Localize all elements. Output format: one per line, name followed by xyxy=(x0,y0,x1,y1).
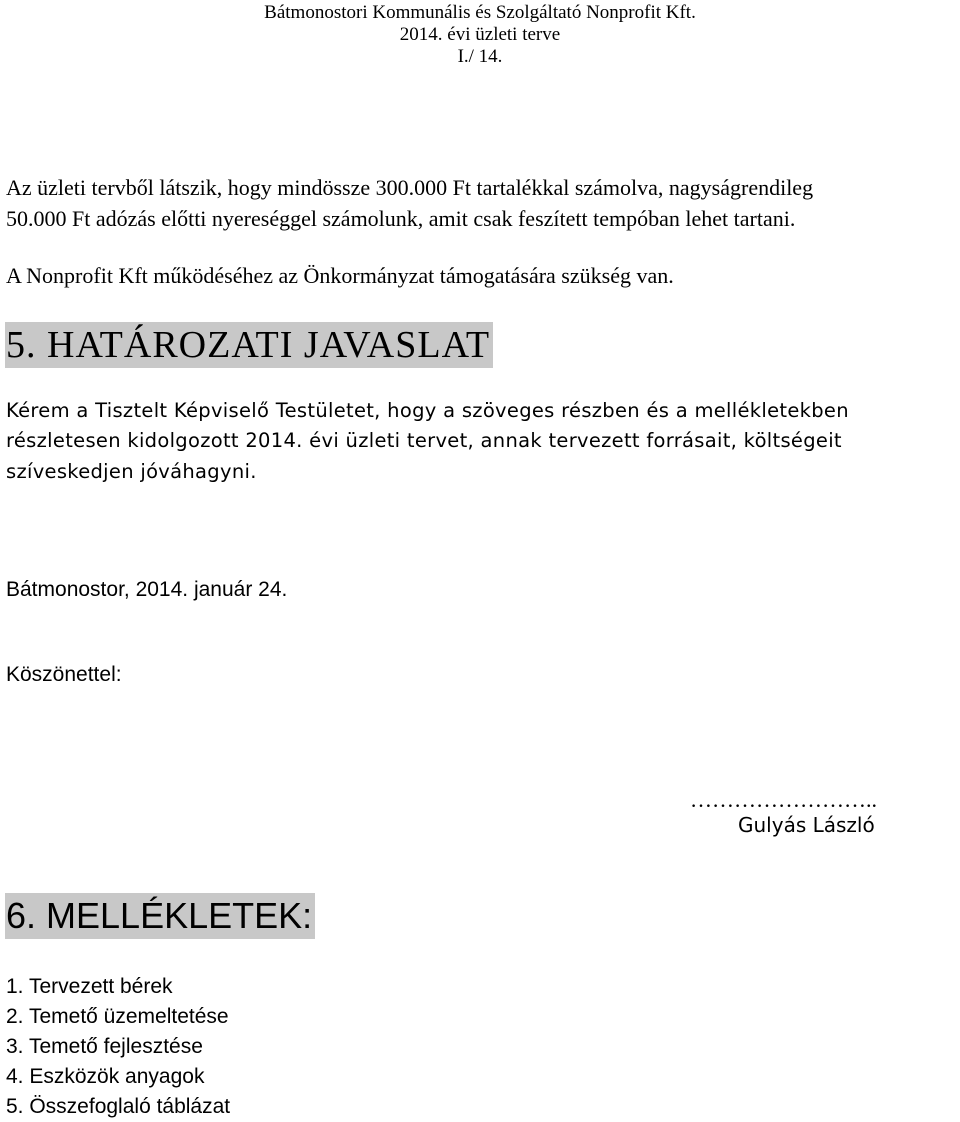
header-page-number: I./ 14. xyxy=(457,46,503,67)
resolution-line-1: Kérem a Tisztelt Képviselő Testületet, hogy a szöveges részben és a mellékletekben xyxy=(6,399,849,422)
appendix-item: 4. Eszközök anyagok xyxy=(6,1065,205,1088)
appendix-item: 2. Temető üzemeltetése xyxy=(6,1005,229,1028)
appendices-heading: 6. MELLÉKLETEK: xyxy=(5,893,315,939)
closing-greeting: Köszönettel: xyxy=(6,663,122,686)
signer-name: Gulyás László xyxy=(738,813,875,837)
summary-line-1: Az üzleti tervből látszik, hogy mindössze 300.000 Ft tartalékkal számolva, nagyságrendileg xyxy=(6,175,814,200)
appendix-item: 3. Temető fejlesztése xyxy=(6,1035,203,1058)
header-document-title: 2014. évi üzleti terve xyxy=(399,24,561,45)
summary-line-2: 50.000 Ft adózás előtti nyereséggel számolunk, amit csak feszített tempóban lehet tartani. xyxy=(6,206,796,231)
resolution-line-2: részletesen kidolgozott 2014. évi üzleti tervet, annak tervezett forrásait, költségeit xyxy=(6,429,842,452)
resolution-line-3: szíveskedjen jóváhagyni. xyxy=(6,460,257,483)
header-company: Bátmonostori Kommunális és Szolgáltató Nonprofit Kft. xyxy=(264,2,696,23)
appendix-item: 1. Tervezett bérek xyxy=(6,975,173,998)
place-and-date: Bátmonostor, 2014. január 24. xyxy=(6,578,288,601)
resolution-heading: 5. HATÁROZATI JAVASLAT xyxy=(5,322,493,368)
appendix-list xyxy=(6,972,230,1122)
appendix-item: 5. Összefoglaló táblázat xyxy=(6,1095,231,1118)
signature-line: …………………….. xyxy=(690,787,877,812)
support-statement: A Nonprofit Kft működéséhez az Önkormányzat támogatására szükség van. xyxy=(6,263,674,288)
